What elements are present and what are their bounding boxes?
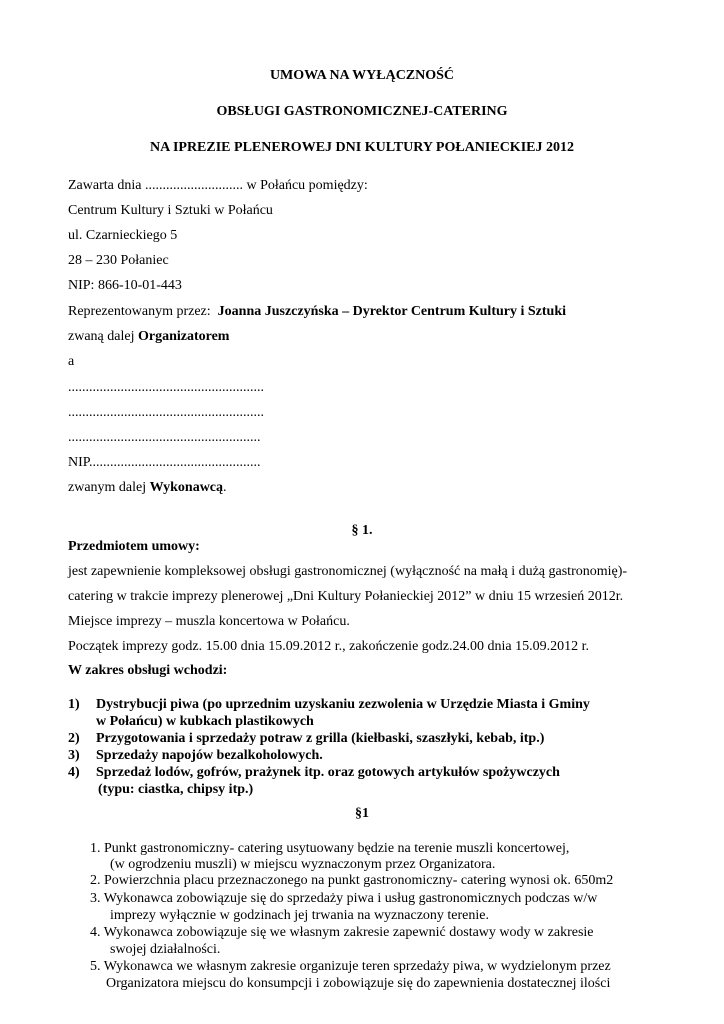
clause-2-line-1: 2. Powierzchnia placu przeznaczonego na punkt gastronomiczny- catering wynosi ok. 650m2 (90, 873, 614, 888)
contractor-nip-blank: NIP................................................. (68, 455, 261, 470)
contractor-blank-3: ....................................................... (68, 430, 261, 445)
representative-line (68, 304, 566, 320)
representative-name: Joanna Juszczyńska – Dyrektor Centrum Kultury i Sztuki (217, 304, 566, 319)
scope-item-4-line-1: Sprzedaż lodów, gofrów, prażynek itp. oraz gotowych artykułów spożywczych (96, 765, 560, 780)
clause-5-line-1: 5. Wykonawca we własnym zakresie organizuje teren sprzedaży piwa, w wydzielonym przez (90, 959, 611, 974)
subject-line-3: Miejsce imprezy – muszla koncertowa w Połańcu. (68, 614, 350, 629)
scope-item-4-line-2: (typu: ciastka, chipsy itp.) (98, 782, 254, 797)
organizer-alias-prefix: zwaną dalej (68, 329, 138, 344)
organizer-alias-line (68, 329, 229, 345)
contract-date-line: Zawarta dnia ............................ w Połańcu pomiędzy: (68, 178, 368, 193)
scope-item-1-number: 1) (68, 697, 80, 712)
scope-item-2-line-1: Przygotowania i sprzedaży potraw z grilla (kiełbaski, szaszłyki, kebab, itp.) (96, 731, 545, 746)
clause-3-line-2: imprezy wyłącznie w godzinach jej trwania na wyznaczony terenie. (110, 908, 489, 923)
subject-heading: Przedmiotem umowy: (68, 539, 200, 554)
contractor-blank-1: ........................................................ (68, 380, 264, 395)
subject-line-4: Początek imprezy godz. 15.00 dnia 15.09.2012 r., zakończenie godz.24.00 dnia 15.09.2012 r. (68, 639, 589, 654)
representative-prefix: Reprezentowanym przez: (68, 304, 218, 319)
conjunction-a: a (68, 354, 75, 369)
clause-3-line-1: 3. Wykonawca zobowiązuje się do sprzedaży piwa i usług gastronomicznych podczas w/w (90, 891, 598, 906)
contractor-alias-suffix: . (223, 480, 227, 495)
section-1-heading: § 1. (351, 523, 373, 538)
organizer-alias: Organizatorem (137, 329, 230, 344)
clause-1-line-2: (w ogrodzeniu muszli) w miejscu wyznaczonym przez Organizatora. (110, 857, 496, 872)
scope-item-1-line-1: Dystrybucji piwa (po uprzednim uzyskaniu zezwolenia w Urzędzie Miasta i Gminy (96, 697, 590, 712)
scope-heading: W zakres obsługi wchodzi: (68, 663, 228, 678)
organizer-street: ul. Czarnieckiego 5 (68, 228, 178, 243)
subject-line-1: jest zapewnienie kompleksowej obsługi gastronomicznej (wyłączność na małą i dużą gastronomię)- (68, 564, 628, 579)
clause-5-line-2: Organizatora miejscu do konsumpcji i zobowiązuje się do zapewnienia dostatecznej ilości (106, 976, 611, 991)
subject-line-2: catering w trakcie imprezy plenerowej „Dni Kultury Połanieckiej 2012” w dniu 15 wrzesień 2012r. (68, 589, 624, 604)
scope-item-4-number: 4) (68, 765, 80, 780)
clause-1-line-1: 1. Punkt gastronomiczny- catering usytuowany będzie na terenie muszli koncertowej, (90, 841, 570, 856)
title-line-2: OBSŁUGI GASTRONOMICZNEJ-CATERING (216, 104, 508, 119)
section-2-heading: §1 (355, 806, 369, 821)
title-line-1: UMOWA NA WYŁĄCZNOŚĆ (269, 68, 455, 83)
organizer-nip: NIP: 866-10-01-443 (68, 278, 182, 293)
clause-4-line-1: 4. Wykonawca zobowiązuje się we własnym zakresie zapewnić dostawy wody w zakresie (90, 925, 594, 940)
organizer-name: Centrum Kultury i Sztuki w Połańcu (68, 203, 273, 218)
scope-item-3-line-1: Sprzedaży napojów bezalkoholowych. (96, 748, 323, 763)
title-line-3: NA IPREZIE PLENEROWEJ DNI KULTURY POŁANIECKIEJ 2012 (150, 140, 574, 155)
contractor-blank-2: ........................................................ (68, 405, 264, 420)
scope-item-2-number: 2) (68, 731, 80, 746)
scope-item-3-number: 3) (68, 748, 80, 763)
scope-item-1-line-2: w Połańcu) w kubkach plastikowych (96, 714, 314, 729)
contractor-alias: Wykonawcą (149, 480, 224, 495)
clause-4-line-2: swojej działalności. (110, 942, 221, 957)
contractor-alias-line (68, 480, 227, 496)
contractor-alias-prefix: zwanym dalej (68, 480, 150, 495)
organizer-city: 28 – 230 Połaniec (68, 253, 169, 268)
